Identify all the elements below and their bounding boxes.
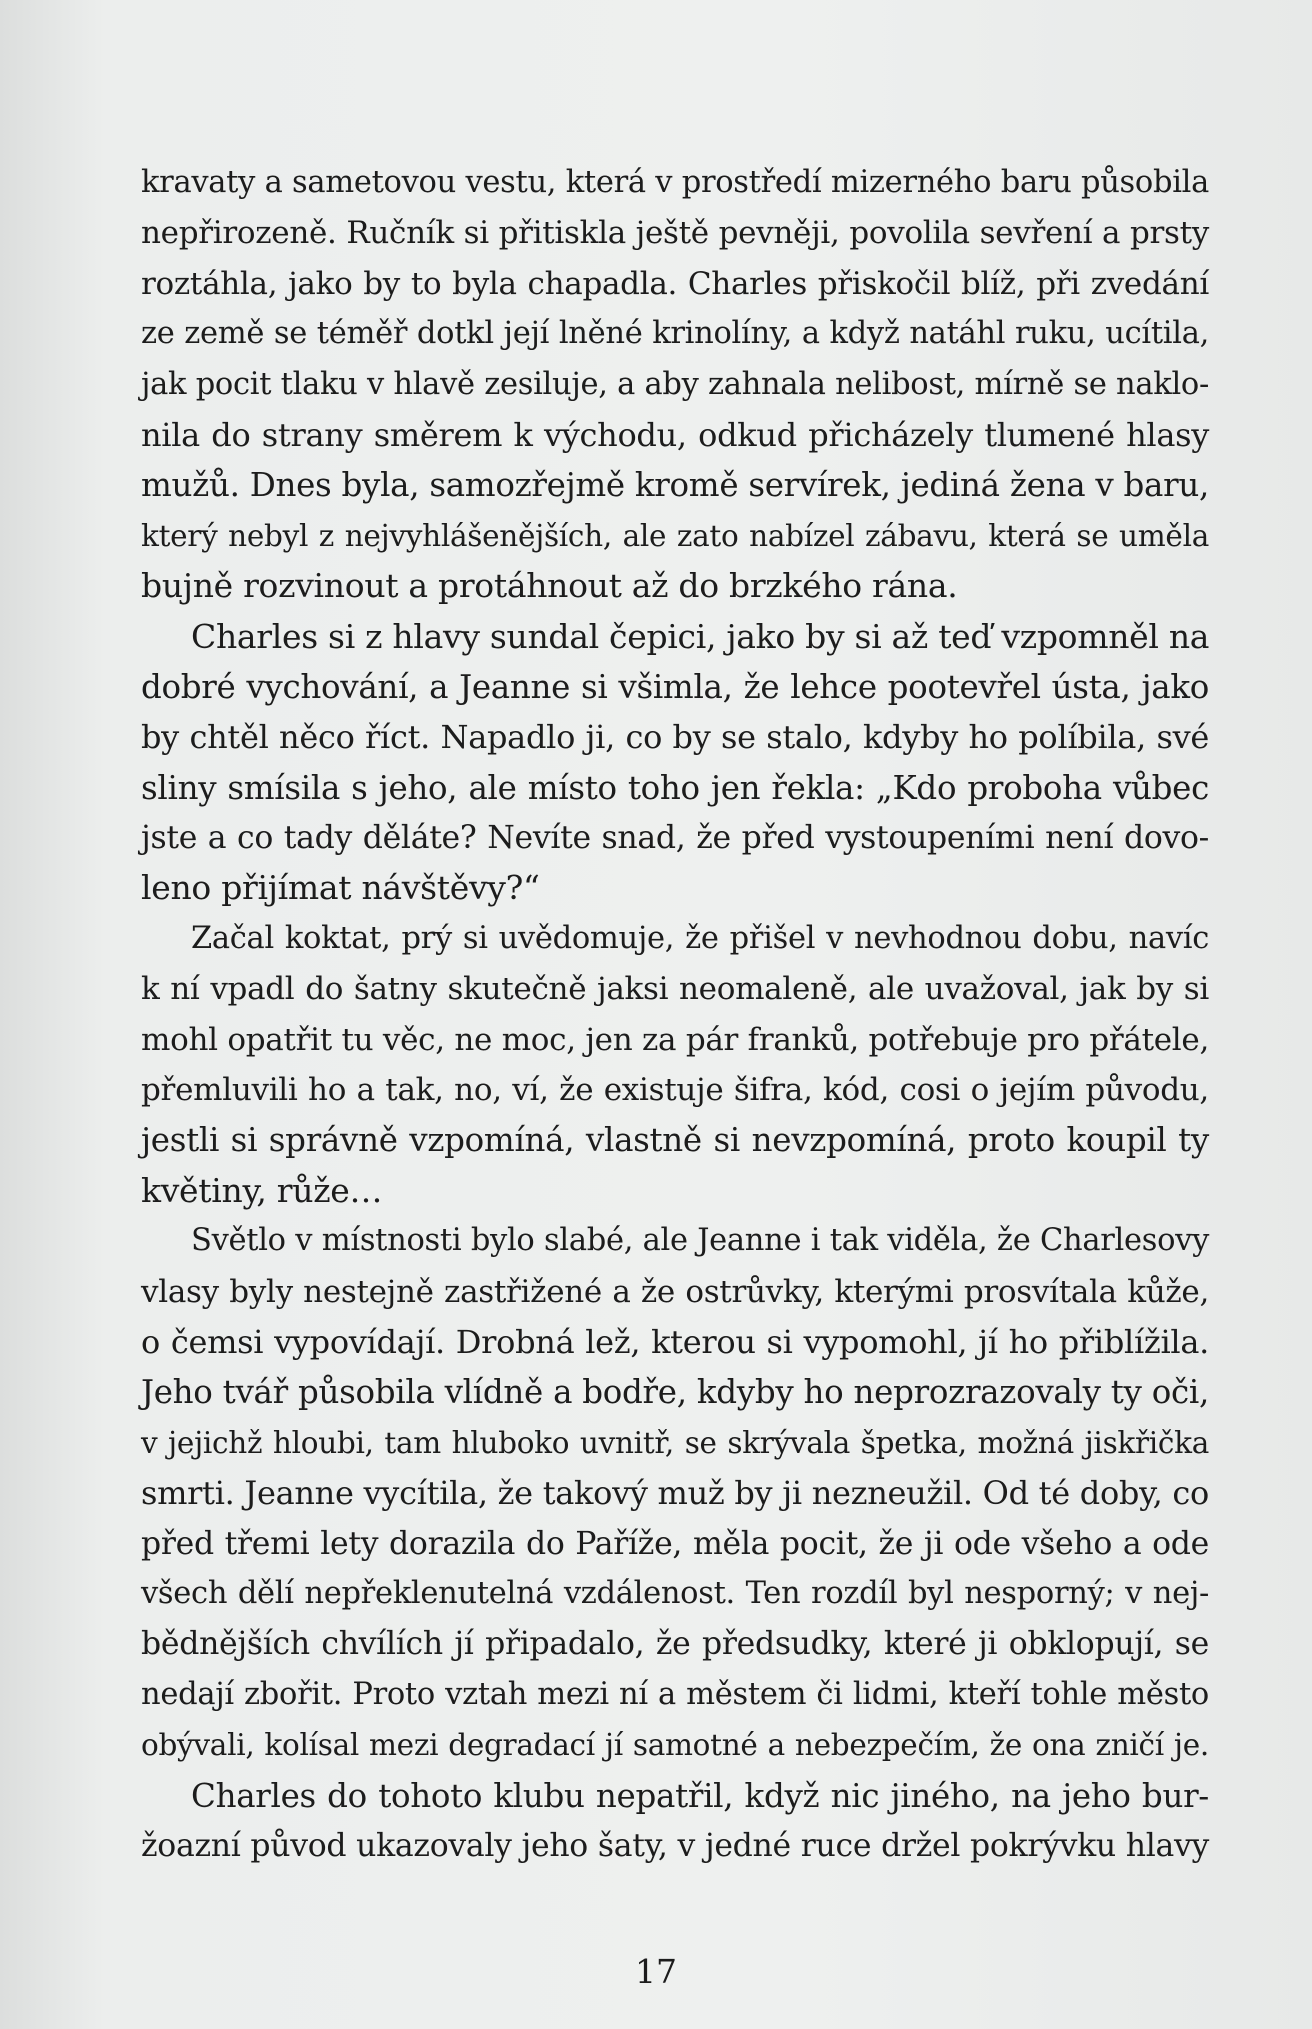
text-line: který nebyl z nejvyhlášenějších, ale zato nabízel zábavu, která se uměla <box>141 518 1209 553</box>
text-line: všech dělí nepřeklenutelná vzdálenost. Ten rozdíl byl nesporný; v nej- <box>141 1575 1209 1611</box>
text-line: květiny, růže… <box>141 1170 383 1210</box>
text-line: Světlo v místnosti bylo slabé, ale Jeanne i tak viděla, že Charlesovy <box>191 1223 1209 1259</box>
text-line: bědnějších chvílích jí připadalo, že předsudky, které ji obklopují, se <box>141 1626 1209 1663</box>
text-line: Charles si z hlavy sundal čepici, jako by si až teď vzpomněl na <box>191 616 1210 656</box>
text-line: nedají zbořit. Proto vztah mezi ní a městem či lidmi, kteří tohle město <box>141 1676 1209 1712</box>
text-line: mohl opatřit tu věc, ne moc, jen za pár franků, potřebuje pro přátele, <box>141 1021 1209 1058</box>
text-line: smrti. Jeanne vycítila, že takový muž by ji nezneužil. Od té doby, co <box>141 1474 1209 1513</box>
text-line: leno přijímat návštěvy?“ <box>141 868 540 908</box>
page-number: 17 <box>635 1952 677 1991</box>
text-line: o čemsi vypovídají. Drobná lež, kterou si vypomohl, jí ho přiblížila. <box>141 1322 1209 1361</box>
text-line: Začal koktat, prý si uvědomuje, že přišel v nevhodnou dobu, navíc <box>191 920 1209 956</box>
text-line: by chtěl něco říct. Napadlo ji, co by se stalo, kdyby ho políbila, své <box>141 718 1209 757</box>
text-line: přemluvili ho a tak, no, ví, že existuje šifra, kód, cosi o jejím původu, <box>141 1072 1209 1109</box>
text-line: vlasy byly nestejně zastřižené a že ostrůvky, kterými prosvítala kůže, <box>141 1273 1209 1310</box>
text-line: nepřirozeně. Ručník si přitiskla ještě pevněji, povolila sevření a prsty <box>141 215 1209 252</box>
text-line: před třemi lety dorazila do Paříže, měla pocit, že ji ode všeho a ode <box>141 1525 1209 1562</box>
text-line: k ní vpadl do šatny skutečně jaksi neomaleně, ale uvažoval, jak by si <box>141 971 1209 1008</box>
text-line: nila do strany směrem k východu, odkud přicházely tlumené hlasy <box>141 415 1209 454</box>
text-line: Jeho tvář působila vlídně a bodře, kdyby ho neprozrazovaly ty oči, <box>141 1373 1209 1412</box>
text-line: žoazní původ ukazovaly jeho šaty, v jedné ruce držel pokrývku hlavy <box>141 1827 1209 1864</box>
text-line: ze země se téměř dotkl její lněné krinolíny, a když natáhl ruku, ucítila, <box>141 316 1209 352</box>
text-line: jak pocit tlaku v hlavě zesiluje, a aby zahnala nelibost, mírně se naklo- <box>141 366 1209 402</box>
text-line: obývali, kolísal mezi degradací jí samotné a nebezpečím, že ona zničí je. <box>141 1728 1209 1763</box>
text-line: mužů. Dnes byla, samozřejmě kromě servírek, jediná žena v baru, <box>141 466 1209 505</box>
text-line: kravaty a sametovou vestu, která v prostředí mizerného baru působila <box>141 165 1209 200</box>
text-line: v jejichž hloubi, tam hluboko uvnitř, se skrývala špetka, možná jiskřička <box>141 1425 1209 1460</box>
text-line: bujně rozvinout a protáhnout až do brzkého rána. <box>141 566 958 606</box>
text-line: jste a co tady děláte? Nevíte snad, že před vystoupeními není dovo- <box>141 820 1209 857</box>
text-line: Charles do tohoto klubu nepatřil, když nic jiného, na jeho bur- <box>191 1776 1209 1815</box>
body-text <box>141 158 1209 1871</box>
text-line: roztáhla, jako by to byla chapadla. Charles přiskočil blíž, při zvedání <box>141 265 1209 302</box>
text-line: jestli si správně vzpomíná, vlastně si nevzpomíná, proto koupil ty <box>141 1121 1209 1160</box>
text-line: dobré vychování, a Jeanne si všimla, že lehce pootevřel ústa, jako <box>141 667 1209 706</box>
text-line: sliny smísila s jeho, ale místo toho jen řekla: „Kdo proboha vůbec <box>141 768 1209 807</box>
